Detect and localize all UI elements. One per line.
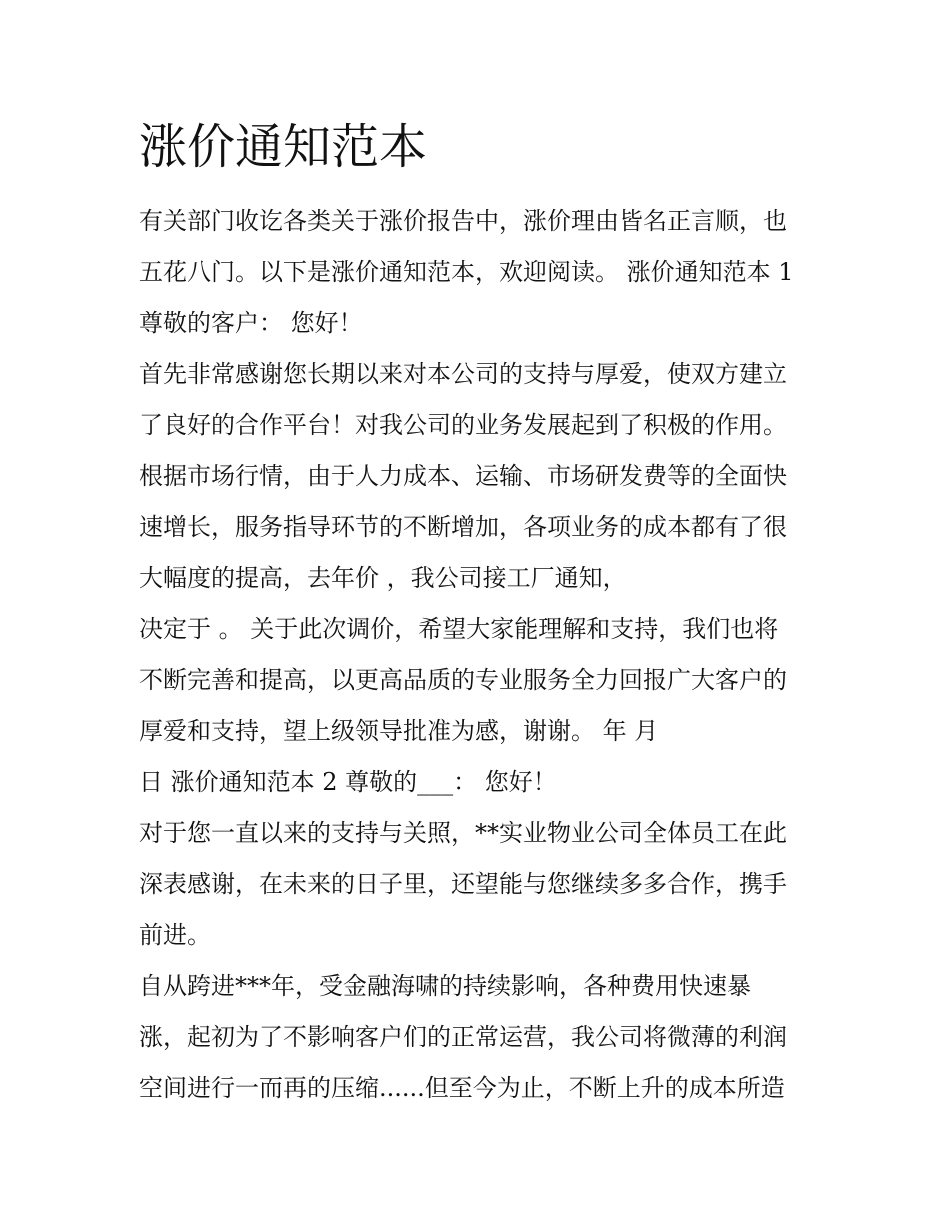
text-line: 根据市场行情，由于人力成本、运输、市场研发费等的全面快 bbox=[139, 462, 787, 490]
text-line: 速增长，服务指导环节的不断增加，各项业务的成本都有了很 bbox=[139, 513, 787, 541]
text-line: 前进。 bbox=[139, 921, 211, 949]
text-line: 不断完善和提高，以更高品质的专业服务全力回报广大客户的 bbox=[139, 666, 787, 694]
text-line: 空间进行一而再的压缩......但至今为止，不断上升的成本所造 bbox=[139, 1074, 785, 1102]
text-line: 首先非常感谢您长期以来对本公司的支持与厚爱，使双方建立 bbox=[139, 360, 787, 388]
text-line: 自从跨进***年，受金融海啸的持续影响，各种费用快速暴 bbox=[139, 972, 751, 1000]
text-line: 有关部门收讫各类关于涨价报告中，涨价理由皆名正言顺，也 bbox=[139, 207, 787, 235]
text-line: 深表感谢，在未来的日子里，还望能与您继续多多合作，携手 bbox=[139, 870, 787, 898]
text-line: 日 涨价通知范本 2 尊敬的___： 您好！ bbox=[139, 768, 557, 796]
text-line: 大幅度的提高，去年价 ，我公司接工厂通知， bbox=[139, 564, 627, 592]
text-line: 五花八门。以下是涨价通知范本，欢迎阅读。 涨价通知范本 1 bbox=[139, 258, 794, 286]
text-line: 涨，起初为了不影响客户们的正常运营，我公司将微薄的利润 bbox=[139, 1023, 787, 1051]
document-title: 涨价通知范本 bbox=[139, 119, 428, 175]
text-line: 厚爱和支持，望上级领导批准为感，谢谢。 年 月 bbox=[139, 717, 659, 745]
text-line: 了良好的合作平台！对我公司的业务发展起到了积极的作用。 bbox=[139, 411, 787, 439]
document-body bbox=[139, 196, 819, 1114]
text-line: 决定于 。 关于此次调价，希望大家能理解和支持，我们也将 bbox=[139, 615, 779, 643]
text-line: 尊敬的客户： 您好！ bbox=[139, 309, 363, 337]
text-line: 对于您一直以来的支持与关照，**实业物业公司全体员工在此 bbox=[139, 819, 787, 847]
